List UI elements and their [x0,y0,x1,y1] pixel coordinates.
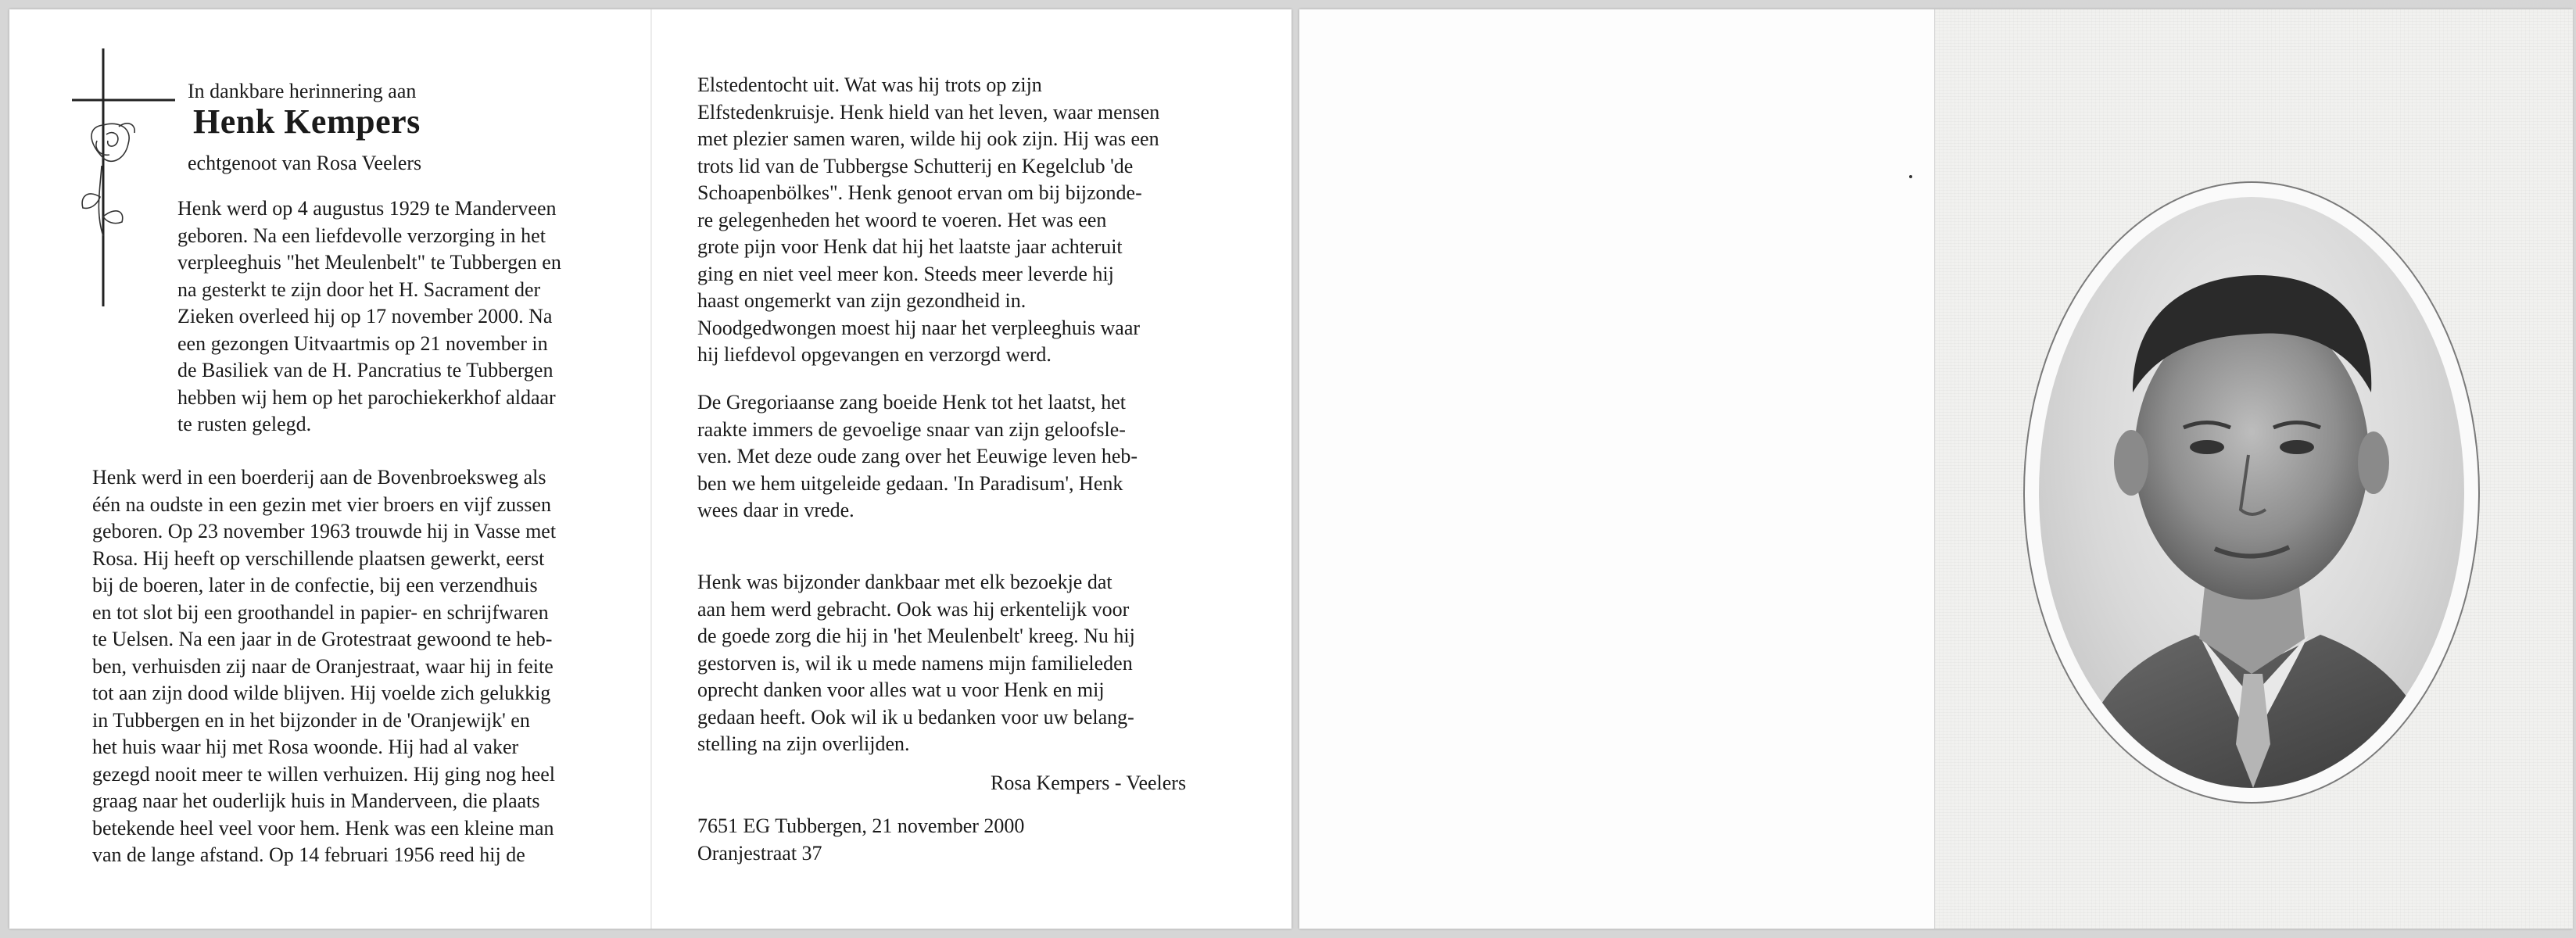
card-inner-text [9,9,1292,929]
text-line: hebben wij hem op het parochiekerkhof aldaar [177,385,556,409]
text-line: gedaan heeft. Ook wil ik u bedanken voor uw belang- [697,705,1134,729]
paragraph-4 [697,389,1229,524]
text-line: betekende heel veel voor hem. Henk was een kleine man [92,816,554,840]
text-line: Elstedentocht uit. Wat was hij trots op zijn [697,73,1042,96]
text-line: Rosa. Hij heeft op verschillende plaatsen gewerkt, eerst [92,546,545,570]
text-line: geboren. Na een liefdevolle verzorging in het [177,224,546,247]
text-line: in Tubbergen en in het bijzonder in de 'Oranjewijk' en [92,708,530,732]
text-line: één na oudste in een gezin met vier broers en vijf zussen [92,492,551,516]
text-line: aan hem werd gebracht. Ook was hij erkentelijk voor [697,597,1130,621]
text-line: een gezongen Uitvaartmis op 21 november in [177,331,548,355]
text-line: trots lid van de Tubbergse Schutterij en Kegelclub 'de [697,154,1134,177]
text-line: Zieken overleed hij op 17 november 2000. Na [177,305,553,328]
text-line: tot aan zijn dood wilde blijven. Hij voelde zich gelukkig [92,682,551,704]
text-line: Noodgedwongen moest hij naar het verpleeghuis waar [697,316,1141,339]
text-line: ben we hem uitgeleide gedaan. 'In Paradisum', Henk [697,471,1123,495]
fold-line [650,9,652,929]
portrait-photo [2039,197,2464,788]
text-line: verpleeghuis "het Meulenbelt" te Tubbergen en [177,251,561,274]
text-line: van de lange afstand. Op 14 februari 1956 reed hij de [92,843,525,866]
address-block [697,813,1229,867]
portrait-panel [1934,9,2573,929]
text-line: Henk werd op 4 augustus 1929 te Manderveen [177,197,557,220]
text-line: ging en niet veel meer kon. Steeds meer leverde hij [697,262,1114,285]
text-line: stelling na zijn overlijden. [697,732,910,755]
address-line-2: Oranjestraat 37 [697,841,822,865]
deceased-name: Henk Kempers [193,102,421,141]
text-line: met plezier samen waren, wilde hij ook zijn. Hij was een [697,127,1159,150]
text-line: haast ongemerkt van zijn gezondheid in. [697,289,1026,312]
text-line: de Basiliek van de H. Pancratius te Tubbergen [177,359,554,381]
text-line: re gelegenheden het woord te voeren. Het was een [697,208,1107,231]
text-line: ben, verhuisden zij naar de Oranjestraat, waar hij in feite [92,654,554,678]
text-line: gezegd nooit meer te willen verhuizen. Hij ging nog heel [92,762,556,786]
text-line: ven. Met deze oude zang over het Eeuwige leven heb- [697,445,1138,467]
text-line: de goede zorg die hij in 'het Meulenbelt' kreeg. Nu hij [697,625,1135,647]
paragraph-2 [92,464,627,869]
paragraph-5 [697,569,1229,758]
text-line: raakte immers de gevoelige snaar van zijn geloofsle- [697,417,1126,441]
text-line: grote pijn voor Henk dat hij het laatste jaar achteruit [697,235,1123,258]
text-line: Henk was bijzonder dankbaar met elk bezoekje dat [697,571,1112,593]
text-line: De Gregoriaanse zang boeide Henk tot het laatst, het [697,391,1126,414]
card-outer-portrait [1299,9,2572,929]
text-line: Schoapenbölkes". Henk genoot ervan om bij bijzonde- [697,181,1142,204]
cross-with-rose-icon [72,48,189,361]
text-line: Elfstedenkruisje. Henk hield van het leven, waar mensen [697,100,1160,124]
text-line: hij liefdevol opgevangen en verzorgd werd. [697,343,1052,366]
speck [1909,175,1912,178]
text-line: en tot slot bij een groothandel in papier- en schrijfwaren [92,600,549,624]
text-line: wees daar in vrede. [697,499,854,521]
heading-subtitle: echtgenoot van Rosa Veelers [188,152,422,174]
oval-frame [2023,181,2480,804]
text-line: bij de boeren, later in de confectie, bij een verzendhuis [92,574,538,596]
text-line: geboren. Op 23 november 1963 trouwde hij in Vasse met [92,520,557,542]
blank-back-panel [1299,9,1934,929]
text-line: na gesterkt te zijn door het H. Sacrament der [177,277,541,301]
text-line: oprecht danken voor alles wat u voor Henk en mij [697,678,1105,701]
text-line: te Uelsen. Na een jaar in de Grotestraat gewoond te heb- [92,628,553,650]
heading-intro: In dankbare herinnering aan [188,80,417,102]
signature: Rosa Kempers - Veelers [991,772,1187,794]
paragraph-3 [697,72,1229,369]
paragraph-1 [177,195,627,439]
text-line: gestorven is, wil ik u mede namens mijn familieleden [697,651,1133,675]
text-line: te rusten gelegd. [177,413,312,435]
text-line: het huis waar hij met Rosa woonde. Hij had al vaker [92,736,519,758]
portrait-illustration [2039,197,2464,788]
address-line-1: 7651 EG Tubbergen, 21 november 2000 [697,814,1025,837]
text-line: Henk werd in een boerderij aan de Bovenbroeksweg als [92,466,546,489]
text-line: graag naar het ouderlijk huis in Manderveen, die plaats [92,789,540,812]
